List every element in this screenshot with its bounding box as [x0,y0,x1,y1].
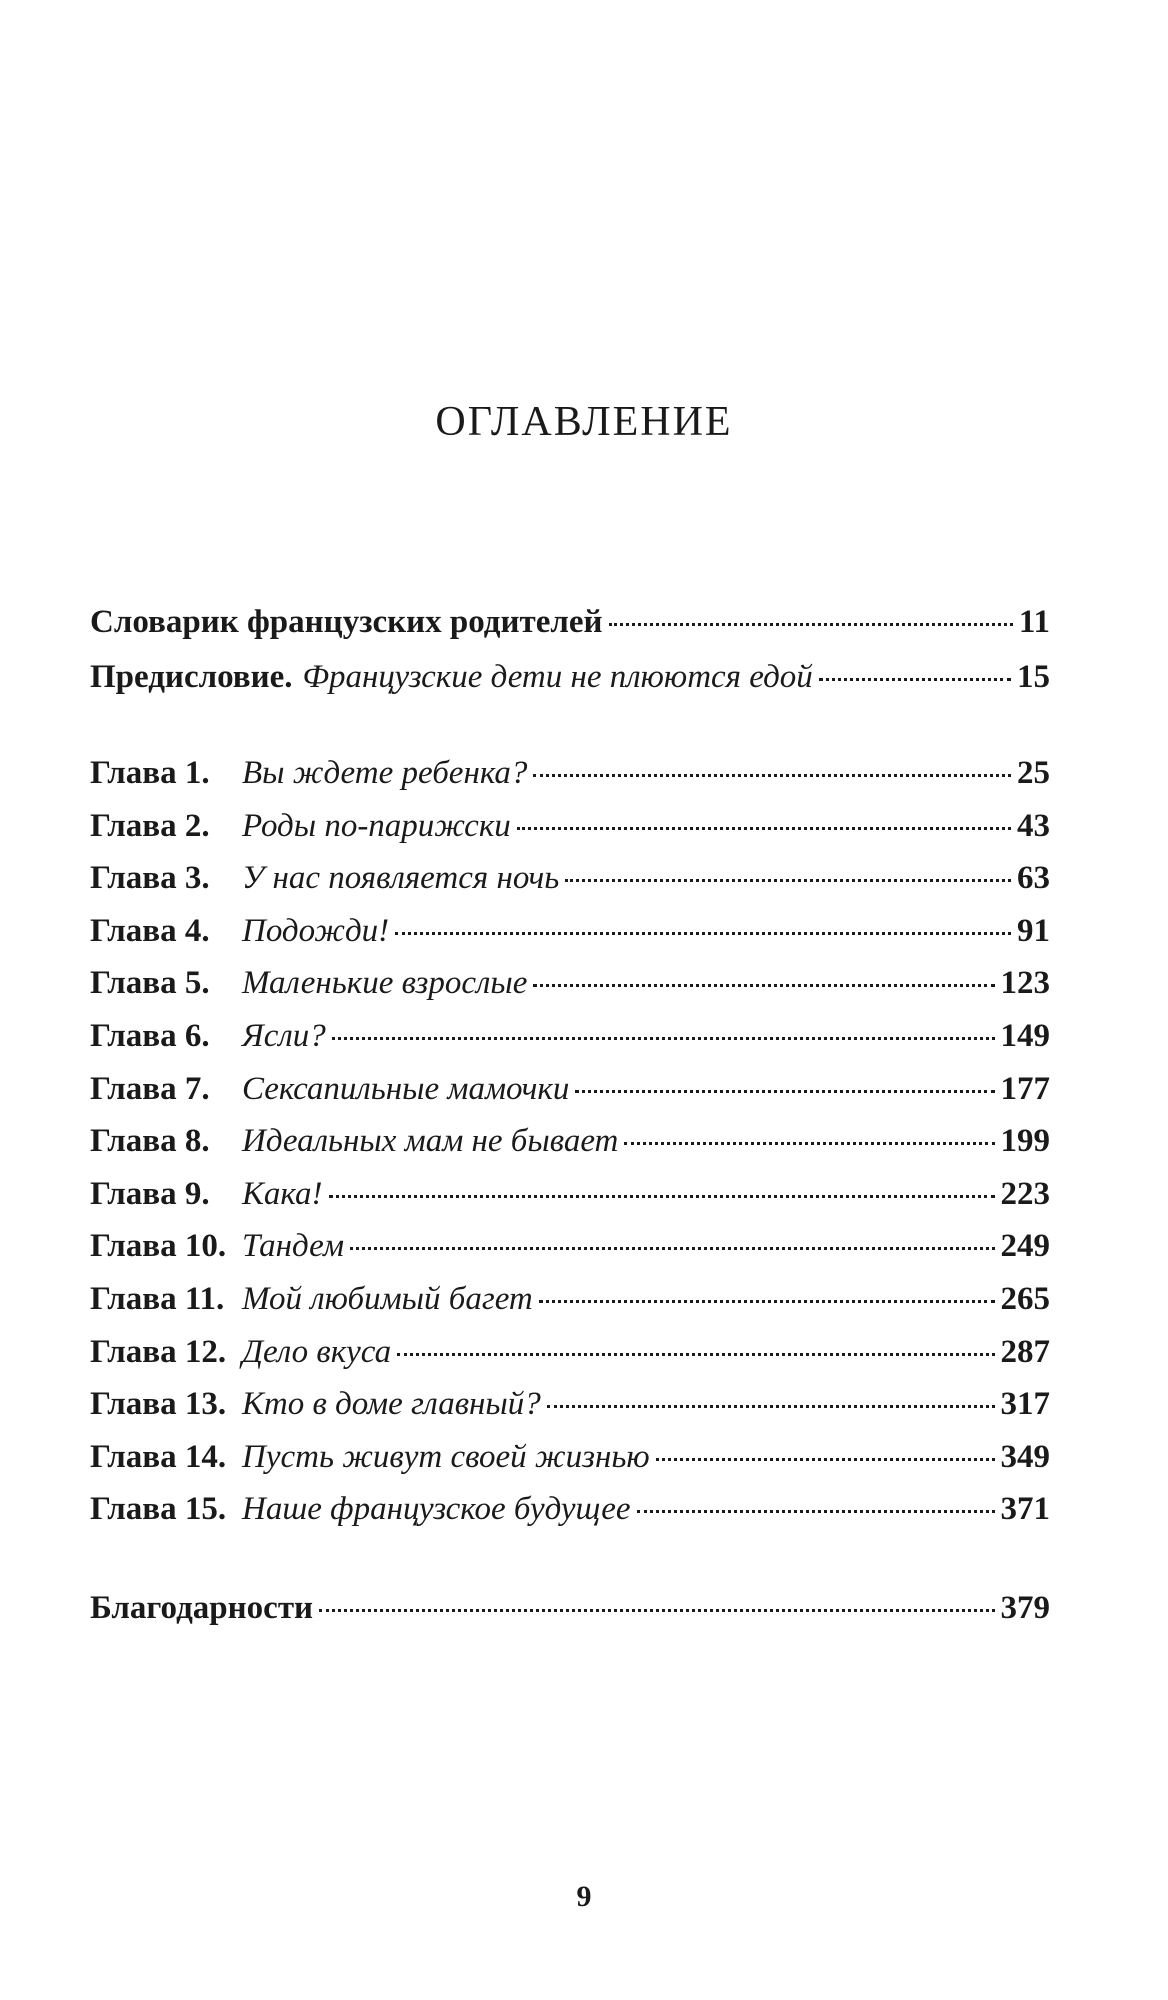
chapter-page: 123 [1000,965,1050,1002]
dot-leader [637,1510,995,1513]
chapter-label: Глава 12. [90,1333,227,1370]
toc-entry-lead: Предисловие. [90,659,293,695]
dot-leader [609,623,1013,626]
chapter-title: Сексапильные мамочки [242,1070,570,1107]
chapter-title: Пусть живут своей жизнью [242,1438,650,1475]
chapter-label: Глава 5. [90,965,210,1002]
chapter-label: Глава 4. [90,912,210,949]
dot-leader [819,678,1011,681]
toc-chapter-row[interactable] [90,1281,1050,1334]
toc-entry-glossary[interactable] [90,604,1050,659]
chapter-label: Глава 13. [90,1386,227,1423]
dot-leader [319,1609,994,1612]
chapter-page: 223 [1000,1175,1050,1212]
chapter-title: У нас появляется ночь [242,860,560,897]
toc-chapters [90,755,1050,1544]
chapter-label: Глава 2. [90,807,210,844]
dot-leader [395,932,1011,935]
dot-leader [539,1300,995,1303]
chapter-page: 317 [1000,1386,1050,1423]
toc-chapter-row[interactable] [90,755,1050,808]
chapter-title: Кто в доме главный? [242,1386,541,1423]
toc-entry-page: 11 [1018,604,1050,640]
chapter-title: Вы ждете ребенка? [242,755,528,791]
chapter-page: 43 [1017,807,1050,844]
chapter-page: 199 [1000,1123,1050,1160]
dot-leader [624,1142,994,1145]
toc-chapter-row[interactable] [90,1123,1050,1176]
toc-chapter-row[interactable] [90,1176,1050,1229]
dot-leader [656,1458,995,1461]
chapter-title: Кака! [242,1175,323,1212]
chapter-page: 249 [1000,1228,1050,1265]
toc-entry-acknowledgements[interactable] [90,1590,1050,1627]
dot-leader [547,1405,995,1408]
dot-leader [533,984,994,987]
chapter-page: 91 [1017,912,1050,949]
toc-entry-page: 15 [1017,659,1050,695]
chapter-title: Маленькие взрослые [242,965,528,1002]
dot-leader [517,827,1011,830]
chapter-label: Глава 3. [90,860,210,897]
chapter-title: Мой любимый багет [242,1280,533,1317]
toc-chapter-row[interactable] [90,1491,1050,1544]
chapter-label: Глава 14. [90,1438,227,1475]
chapter-page: 25 [1017,755,1050,791]
chapter-page: 177 [1000,1070,1050,1107]
chapter-title: Ясли? [242,1017,326,1054]
toc-chapter-row[interactable] [90,965,1050,1018]
toc-front-matter [90,604,1050,714]
chapter-page: 63 [1017,860,1050,897]
dot-leader [533,774,1011,777]
chapter-label: Глава 11. [90,1280,225,1317]
toc-chapter-row[interactable] [90,1334,1050,1387]
chapter-title: Подожди! [242,912,390,949]
chapter-page: 371 [1000,1491,1050,1528]
chapter-label: Глава 8. [90,1123,210,1160]
chapter-label: Глава 9. [90,1175,210,1212]
toc-back-matter [90,1590,1050,1627]
page-title: ОГЛАВЛЕНИЕ [435,399,733,445]
toc-chapter-row[interactable] [90,1018,1050,1071]
toc-chapter-row[interactable] [90,1228,1050,1281]
chapter-title: Наше французское будущее [242,1491,631,1528]
chapter-page: 265 [1000,1280,1050,1317]
toc-entry-lead: Благодарности [90,1590,314,1626]
toc-chapter-row[interactable] [90,1439,1050,1492]
chapter-page: 149 [1000,1017,1050,1054]
toc-chapter-row[interactable] [90,913,1050,966]
dot-leader [565,879,1011,882]
toc-chapter-row[interactable] [90,808,1050,861]
chapter-label: Глава 15. [90,1491,227,1528]
toc-chapter-row[interactable] [90,860,1050,913]
page-number: 9 [576,1880,592,1913]
chapter-title: Тандем [242,1228,345,1265]
dot-leader [575,1090,994,1093]
toc-entry-page: 379 [1000,1590,1050,1626]
toc-chapter-row[interactable] [90,1386,1050,1439]
toc-entry-preface[interactable] [90,659,1050,714]
toc-chapter-row[interactable] [90,1071,1050,1124]
chapter-label: Глава 10. [90,1228,227,1265]
chapter-label: Глава 7. [90,1070,210,1107]
dot-leader [329,1195,995,1198]
toc-entry-lead: Словарик французских родителей [90,604,603,640]
chapter-label: Глава 6. [90,1017,210,1054]
chapter-title: Дело вкуса [242,1333,392,1370]
chapter-label: Глава 1. [90,755,210,791]
dot-leader [332,1037,995,1040]
toc-entry-subtitle: Французские дети не плюются едой [302,659,813,695]
chapter-title: Роды по-парижски [242,807,511,844]
chapter-page: 287 [1000,1333,1050,1370]
dot-leader [350,1247,994,1250]
chapter-title: Идеальных мам не бывает [242,1123,619,1160]
dot-leader [397,1353,994,1356]
chapter-page: 349 [1000,1438,1050,1475]
